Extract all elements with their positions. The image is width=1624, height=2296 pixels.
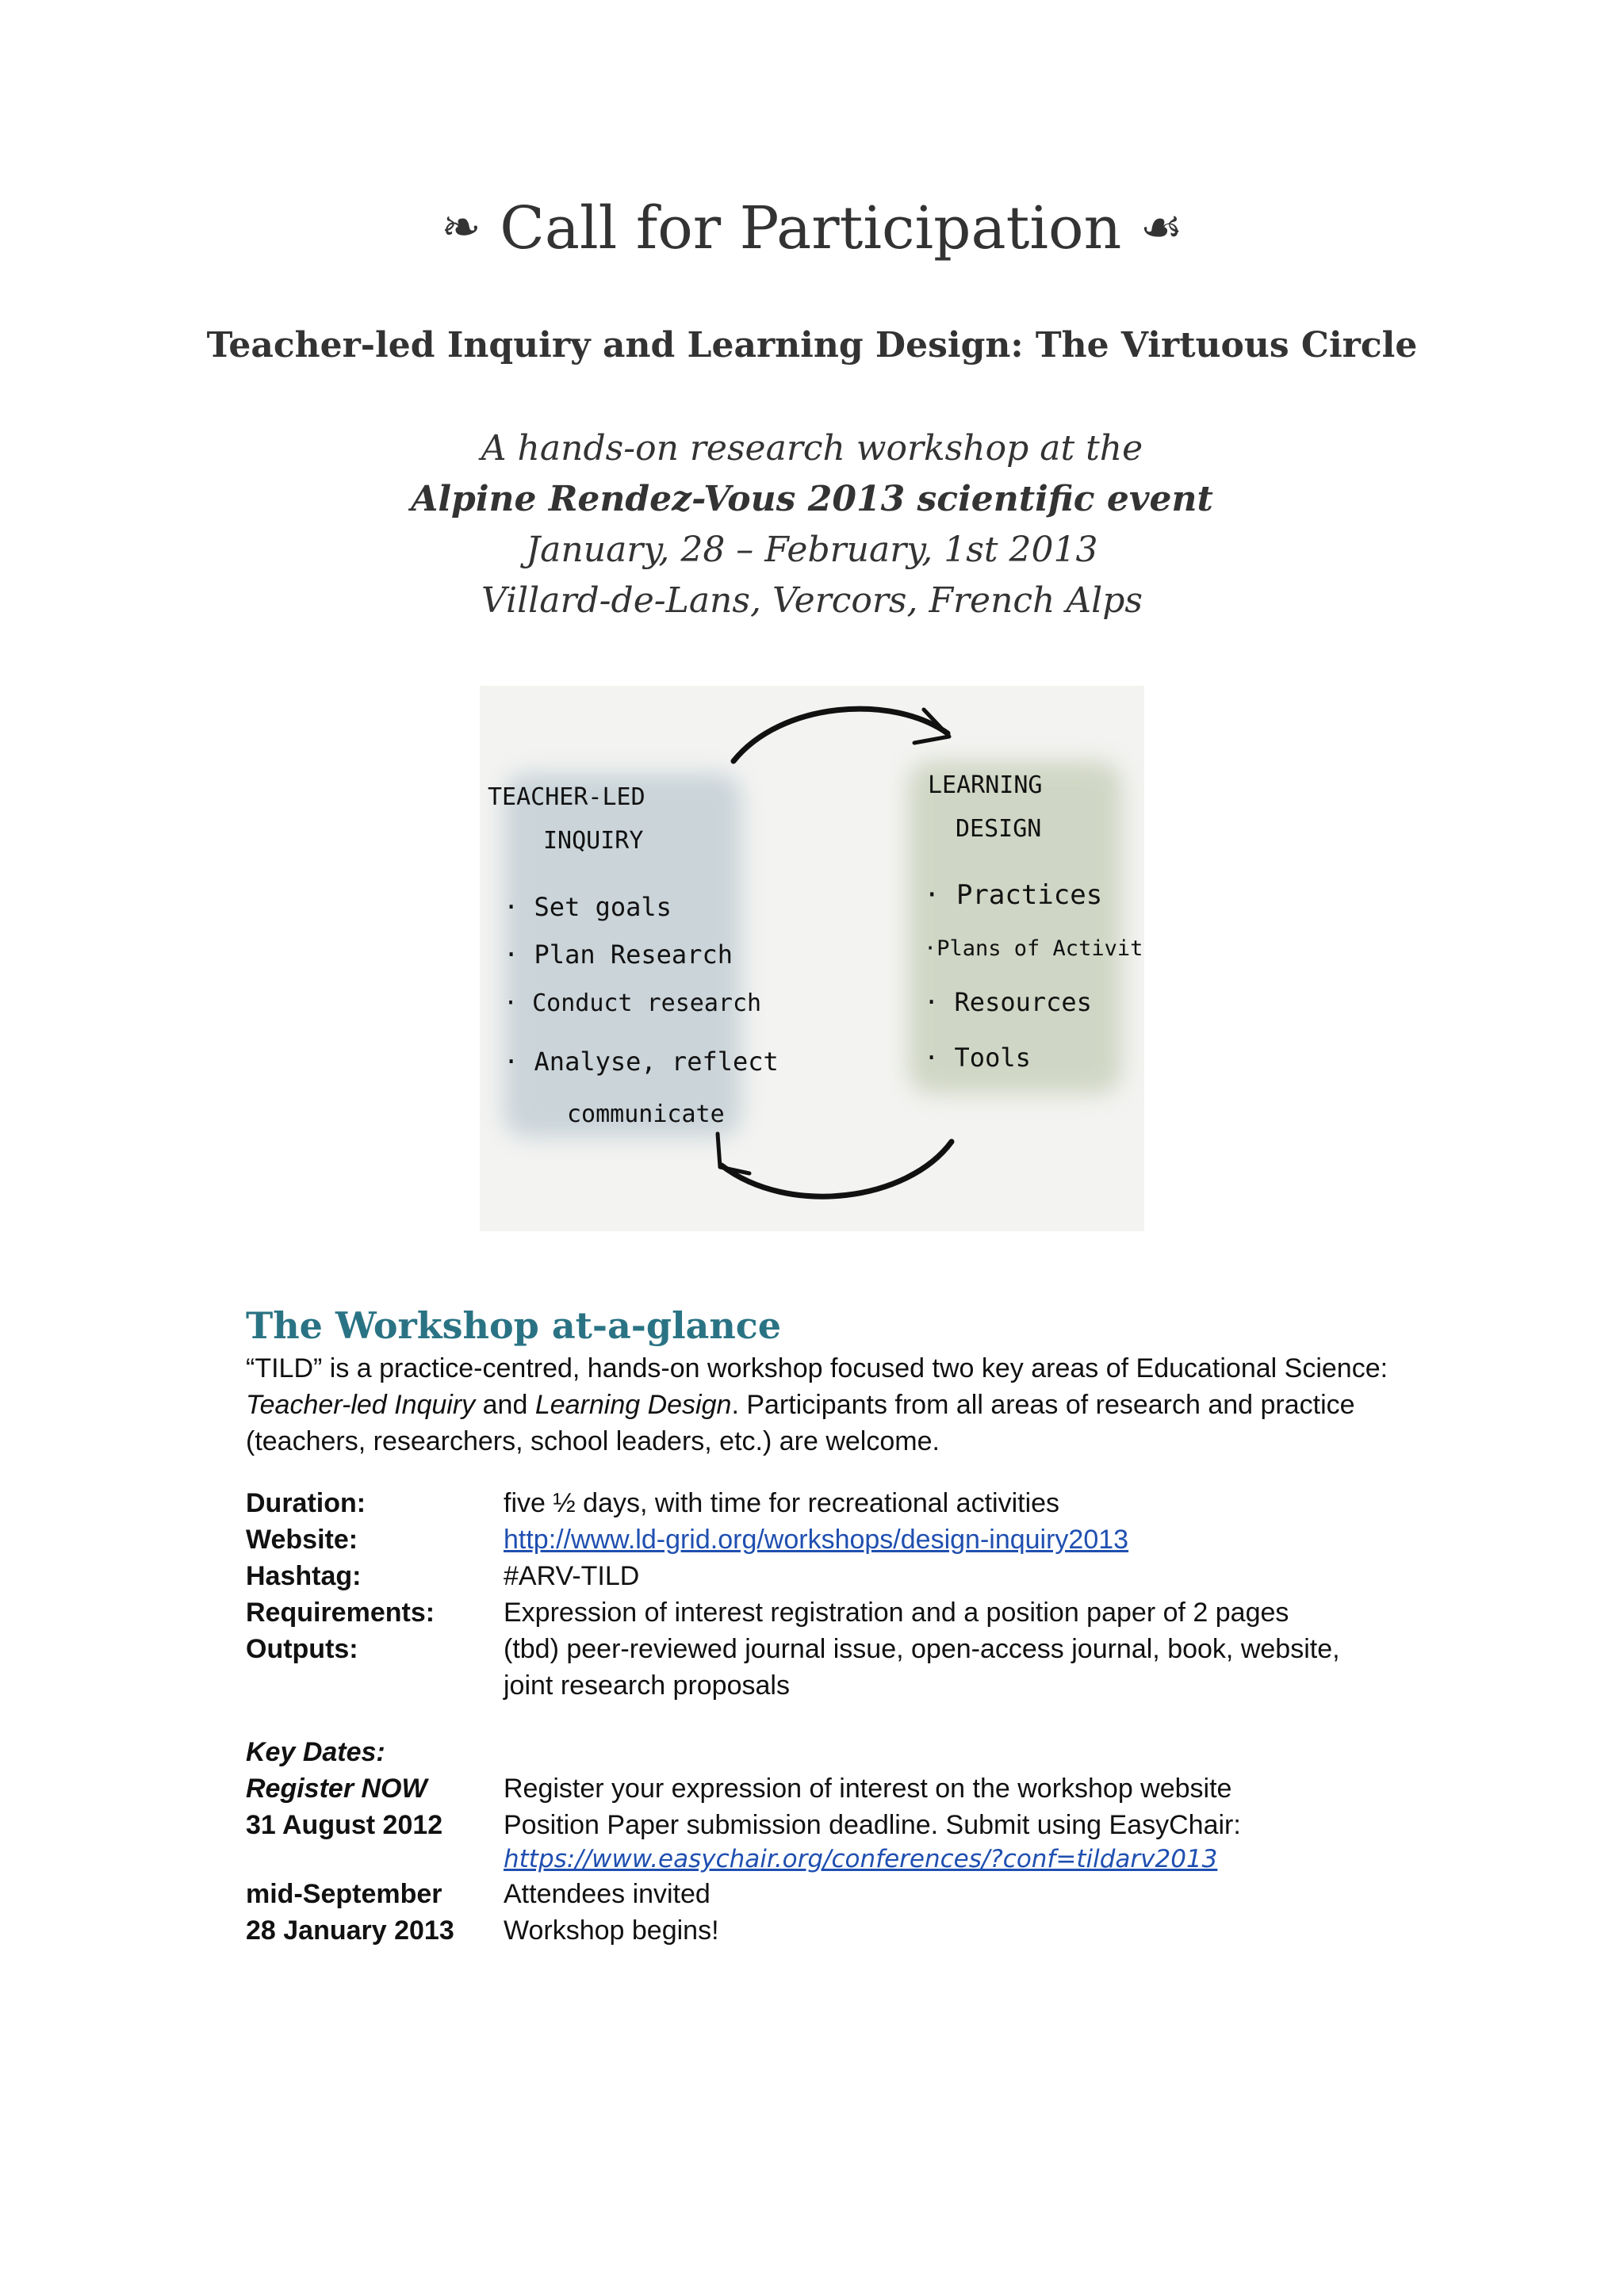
event-line-1: A hands-on research workshop at the xyxy=(481,428,1143,469)
ornament-left-icon: ❧ xyxy=(441,200,481,255)
diagram-right-item: ·Plans of Activity xyxy=(924,936,1144,961)
event-line-3: January, 28 – February, 1st 2013 xyxy=(526,530,1098,570)
diagram-right-title-1: LEARNING xyxy=(928,771,1043,799)
title-text: Call for Participation xyxy=(500,194,1122,262)
detail-value: Expression of interest registration and a position paper of 2 pages xyxy=(504,1598,1289,1628)
detail-label: Duration: xyxy=(246,1488,366,1518)
key-date: 31 August 2012 xyxy=(246,1810,443,1840)
subtitle: Teacher-led Inquiry and Learning Design: The Virtuous Circle xyxy=(206,325,1418,365)
page-title xyxy=(0,194,1624,262)
section-heading: The Workshop at-a-glance xyxy=(246,1304,782,1347)
website-link[interactable]: http://www.ld-grid.org/workshops/design-inquiry2013 xyxy=(504,1525,1129,1555)
diagram-left-item: · Analyse, reflect xyxy=(504,1047,779,1077)
easychair-link[interactable]: https://www.easychair.org/conferences/?conf=tildarv2013 xyxy=(504,1845,1218,1873)
key-date-desc: Position Paper submission deadline. Submit using EasyChair: xyxy=(504,1810,1241,1840)
virtuous-circle-diagram xyxy=(480,686,1144,1231)
event-line-2: Alpine Rendez-Vous 2013 scientific event xyxy=(411,479,1213,519)
detail-value: (tbd) peer-reviewed journal issue, open-access journal, book, website, xyxy=(504,1634,1340,1664)
bottom-arrow-icon xyxy=(722,1142,952,1196)
key-date: mid-September xyxy=(246,1879,442,1909)
diagram-left-title-2: INQUIRY xyxy=(543,827,644,855)
diagram-left-item: · Plan Research xyxy=(504,939,733,970)
event-line-4: Villard-de-Lans, Vercors, French Alps xyxy=(481,580,1143,621)
key-date-desc: Register your expression of interest on the workshop website xyxy=(504,1774,1232,1804)
detail-value: five ½ days, with time for recreational activities xyxy=(504,1488,1060,1518)
ornament-right-icon: ☙ xyxy=(1139,200,1183,255)
diagram-left-title-1: TEACHER-LED xyxy=(488,783,645,811)
intro-emphasis-design: Learning Design xyxy=(534,1390,732,1420)
diagram-right-item: · Practices xyxy=(924,879,1103,911)
detail-label: Website: xyxy=(246,1525,358,1555)
detail-value: joint research proposals xyxy=(504,1670,790,1701)
intro-paragraph xyxy=(246,1350,1396,1460)
key-date: 28 January 2013 xyxy=(246,1915,454,1946)
detail-value: #ARV-TILD xyxy=(504,1561,640,1591)
intro-emphasis-inquiry: Teacher-led Inquiry xyxy=(246,1390,476,1420)
diagram-left-item: · Set goals xyxy=(504,892,672,922)
key-date: Register NOW xyxy=(246,1774,427,1804)
key-dates-label: Key Dates: xyxy=(246,1737,385,1767)
intro-text: and xyxy=(475,1390,535,1420)
top-arrow-icon xyxy=(733,709,948,761)
diagram-left-item: · Conduct research xyxy=(504,989,762,1017)
diagram-left-item: communicate xyxy=(567,1100,725,1128)
diagram-right-item: · Tools xyxy=(924,1043,1031,1073)
diagram-right-title-2: DESIGN xyxy=(956,815,1042,843)
intro-text: “TILD” is a practice-centred, hands-on workshop focused two key areas of Educational Science: xyxy=(246,1353,1388,1383)
key-date-desc: Workshop begins! xyxy=(504,1915,719,1946)
detail-label: Outputs: xyxy=(246,1634,358,1664)
detail-label: Hashtag: xyxy=(246,1561,362,1591)
detail-label: Requirements: xyxy=(246,1598,435,1628)
intro-text: . Participants from all areas of research and practice (teachers, researchers, school leaders, etc.) are welcome. xyxy=(246,1390,1355,1456)
key-date-desc: Attendees invited xyxy=(504,1879,710,1909)
diagram-right-item: · Resources xyxy=(924,987,1092,1017)
